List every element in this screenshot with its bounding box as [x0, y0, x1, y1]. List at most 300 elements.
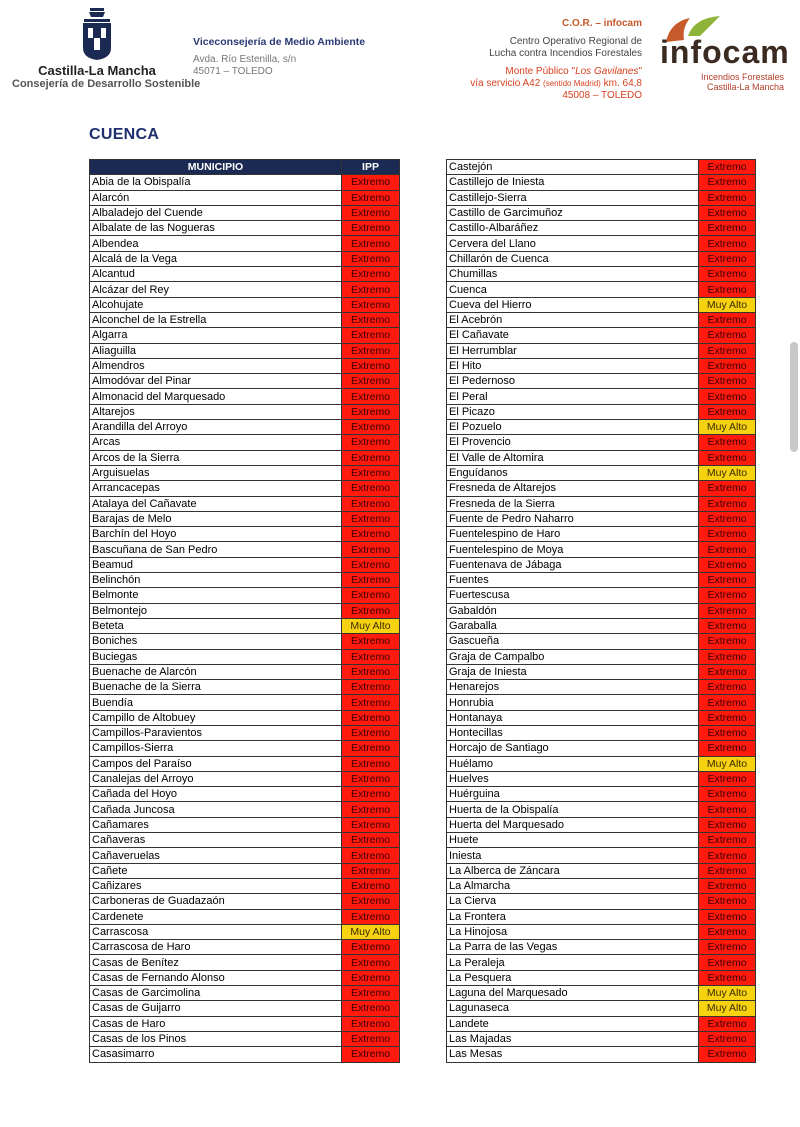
infocam-sub-1: Incendios Forestales — [700, 72, 784, 82]
ipp-level: Extremo — [699, 343, 756, 358]
municipality-name: El Hito — [447, 358, 699, 373]
municipality-name: Hontecillas — [447, 725, 699, 740]
table-row — [447, 374, 756, 389]
table-header-row — [90, 160, 400, 175]
municipality-name: Hontanaya — [447, 710, 699, 725]
table-row — [447, 741, 756, 756]
municipality-name: Abia de la Obispalía — [90, 175, 342, 190]
table-row — [447, 940, 756, 955]
municipality-name: Alconchel de la Estrella — [90, 312, 342, 327]
table-row — [90, 680, 400, 695]
ipp-level: Extremo — [342, 878, 400, 893]
table-row — [90, 955, 400, 970]
ipp-level: Extremo — [342, 848, 400, 863]
municipality-name: Gabaldón — [447, 603, 699, 618]
ipp-level: Extremo — [699, 787, 756, 802]
ipp-level: Extremo — [342, 267, 400, 282]
municipality-name: Chumillas — [447, 267, 699, 282]
ipp-level: Extremo — [342, 557, 400, 572]
cor-mp-name: Los Gavilanes — [575, 66, 639, 77]
municipality-name: Cañada Juncosa — [90, 802, 342, 817]
ipp-level: Extremo — [699, 450, 756, 465]
table-row — [447, 756, 756, 771]
ipp-level: Extremo — [699, 848, 756, 863]
municipality-name: Carrascosa — [90, 924, 342, 939]
ipp-level: Muy Alto — [699, 297, 756, 312]
municipality-name: Horcajo de Santiago — [447, 741, 699, 756]
municipality-name: Barajas de Melo — [90, 511, 342, 526]
ipp-level: Extremo — [699, 863, 756, 878]
header-municipio: MUNICIPIO — [90, 160, 342, 175]
table-row — [90, 940, 400, 955]
ipp-level: Extremo — [342, 603, 400, 618]
ipp-level: Extremo — [342, 817, 400, 832]
ipp-level: Extremo — [342, 1031, 400, 1046]
table-row — [447, 1031, 756, 1046]
vertical-scrollbar[interactable] — [790, 342, 798, 452]
table-row — [90, 909, 400, 924]
table-row — [447, 267, 756, 282]
ipp-level: Extremo — [699, 374, 756, 389]
table-row — [447, 236, 756, 251]
municipality-name: La Hinojosa — [447, 924, 699, 939]
ipp-level: Extremo — [342, 527, 400, 542]
municipality-name: Algarra — [90, 328, 342, 343]
ipp-level: Extremo — [699, 588, 756, 603]
table-row — [447, 358, 756, 373]
ipp-level: Extremo — [699, 603, 756, 618]
municipality-name: Fuentelespino de Haro — [447, 527, 699, 542]
municipality-name: Alcázar del Rey — [90, 282, 342, 297]
cor-mp-suffix: " — [638, 66, 642, 77]
municipality-name: Aliaguilla — [90, 343, 342, 358]
ipp-level: Extremo — [342, 695, 400, 710]
ipp-level: Extremo — [699, 328, 756, 343]
ipp-level: Muy Alto — [699, 420, 756, 435]
table-row — [447, 1016, 756, 1031]
municipality-name: Albalate de las Nogueras — [90, 221, 342, 236]
ipp-level: Extremo — [699, 802, 756, 817]
ipp-level: Extremo — [342, 955, 400, 970]
municipality-name: Castejón — [447, 160, 699, 175]
municipality-name: Landete — [447, 1016, 699, 1031]
ipp-level: Extremo — [699, 267, 756, 282]
municipality-name: Cervera del Llano — [447, 236, 699, 251]
ipp-level: Extremo — [342, 588, 400, 603]
ipp-level: Extremo — [342, 909, 400, 924]
municipality-name: La Peraleja — [447, 955, 699, 970]
ipp-level: Extremo — [342, 970, 400, 985]
ipp-level: Extremo — [342, 297, 400, 312]
table-row — [447, 435, 756, 450]
municipality-name: Fuertescusa — [447, 588, 699, 603]
municipality-name: Beteta — [90, 618, 342, 633]
municipality-name: Castillo de Garcimuñoz — [447, 205, 699, 220]
municipality-name: Lagunaseca — [447, 1001, 699, 1016]
ipp-level: Extremo — [699, 725, 756, 740]
infocam-sub-2: Castilla-La Mancha — [706, 82, 784, 92]
table-row — [447, 481, 756, 496]
ipp-level: Extremo — [699, 1016, 756, 1031]
municipality-name: Casas de los Pinos — [90, 1031, 342, 1046]
ipp-level: Extremo — [699, 358, 756, 373]
cor-line-1: Centro Operativo Regional de — [509, 36, 642, 47]
municipality-name: Cañaveras — [90, 833, 342, 848]
header-ipp: IPP — [342, 160, 400, 175]
ipp-level: Extremo — [699, 1031, 756, 1046]
ipp-level: Extremo — [342, 511, 400, 526]
ipp-level: Extremo — [342, 863, 400, 878]
municipality-name: Cardenete — [90, 909, 342, 924]
municipality-name: Arandilla del Arroyo — [90, 420, 342, 435]
municipality-name: Laguna del Marquesado — [447, 986, 699, 1001]
municipality-name: Castillejo-Sierra — [447, 190, 699, 205]
cor-postal: 45008 – TOLEDO — [562, 90, 642, 101]
ipp-level: Extremo — [342, 404, 400, 419]
municipality-name: Honrubia — [447, 695, 699, 710]
ipp-level: Extremo — [342, 465, 400, 480]
ipp-level: Extremo — [699, 955, 756, 970]
table-row — [447, 955, 756, 970]
table-row — [447, 328, 756, 343]
municipality-name: Las Mesas — [447, 1047, 699, 1062]
municipality-name: Arrancacepas — [90, 481, 342, 496]
table-row — [90, 802, 400, 817]
municipality-name: Buendía — [90, 695, 342, 710]
ipp-level: Extremo — [699, 481, 756, 496]
table-row — [447, 1001, 756, 1016]
table-row — [447, 297, 756, 312]
municipality-name: Garaballa — [447, 618, 699, 633]
table-row — [90, 573, 400, 588]
ipp-level: Extremo — [342, 802, 400, 817]
municipality-name: Huérguina — [447, 787, 699, 802]
ipp-level: Extremo — [699, 282, 756, 297]
municipality-name: Almendros — [90, 358, 342, 373]
ipp-level: Extremo — [699, 894, 756, 909]
municipality-name: Campillos-Paravientos — [90, 725, 342, 740]
municipality-name: Almodóvar del Pinar — [90, 374, 342, 389]
table-row — [90, 771, 400, 786]
municipality-name: Fuente de Pedro Naharro — [447, 511, 699, 526]
table-row — [447, 634, 756, 649]
table-row — [90, 496, 400, 511]
ipp-level: Extremo — [699, 404, 756, 419]
table-row — [447, 450, 756, 465]
table-row — [90, 511, 400, 526]
ipp-level: Extremo — [699, 710, 756, 725]
municipality-name: Belmontejo — [90, 603, 342, 618]
ipp-level: Muy Alto — [699, 756, 756, 771]
municipality-name: Bascuñana de San Pedro — [90, 542, 342, 557]
table-row — [90, 282, 400, 297]
ipp-level: Extremo — [699, 511, 756, 526]
municipality-name: Fresneda de la Sierra — [447, 496, 699, 511]
ipp-level: Extremo — [342, 771, 400, 786]
table-row — [90, 741, 400, 756]
municipality-name: Cañaveruelas — [90, 848, 342, 863]
municipality-name: Gascueña — [447, 634, 699, 649]
table-row — [447, 1047, 756, 1062]
ipp-level: Extremo — [342, 634, 400, 649]
municipality-name: El Cañavate — [447, 328, 699, 343]
table-row — [447, 603, 756, 618]
table-row — [90, 267, 400, 282]
ipp-level: Extremo — [342, 450, 400, 465]
municipality-name: Casas de Benítez — [90, 955, 342, 970]
table-row — [447, 787, 756, 802]
page-header — [0, 0, 800, 110]
vice-address-2: 45071 – TOLEDO — [193, 66, 273, 77]
ipp-level: Extremo — [342, 894, 400, 909]
municipality-name: El Acebrón — [447, 312, 699, 327]
table-row — [447, 389, 756, 404]
ipp-level: Extremo — [699, 221, 756, 236]
table-row — [447, 221, 756, 236]
ipp-level: Extremo — [342, 725, 400, 740]
municipality-name: El Picazo — [447, 404, 699, 419]
cor-road — [422, 78, 642, 90]
table-row — [447, 465, 756, 480]
table-row — [90, 481, 400, 496]
ipp-level: Extremo — [699, 236, 756, 251]
ipp-level: Extremo — [699, 496, 756, 511]
municipality-name: Carboneras de Guadazaón — [90, 894, 342, 909]
table-row — [447, 833, 756, 848]
infocam-wordmark: infocam — [660, 34, 790, 70]
table-row — [90, 863, 400, 878]
table-row — [90, 389, 400, 404]
table-row — [90, 603, 400, 618]
municipality-name: Arcos de la Sierra — [90, 450, 342, 465]
table-row — [90, 312, 400, 327]
municipality-name: Casas de Haro — [90, 1016, 342, 1031]
table-row — [90, 833, 400, 848]
ipp-level: Extremo — [342, 649, 400, 664]
table-row — [90, 205, 400, 220]
municipality-name: Casas de Fernando Alonso — [90, 970, 342, 985]
ipp-level: Extremo — [699, 695, 756, 710]
table-row — [447, 160, 756, 175]
ipp-level: Extremo — [699, 160, 756, 175]
table-row — [447, 496, 756, 511]
municipality-name: Las Majadas — [447, 1031, 699, 1046]
ipp-level: Extremo — [699, 634, 756, 649]
ipp-level: Extremo — [342, 374, 400, 389]
table-row — [90, 756, 400, 771]
table-row — [90, 557, 400, 572]
table-row — [447, 848, 756, 863]
table-row — [90, 787, 400, 802]
municipality-name: Barchín del Hoyo — [90, 527, 342, 542]
table-row — [90, 1047, 400, 1062]
table-row — [447, 404, 756, 419]
ipp-level: Extremo — [342, 710, 400, 725]
municipality-name: Castillejo de Iniesta — [447, 175, 699, 190]
ipp-level: Extremo — [699, 940, 756, 955]
table-row — [447, 573, 756, 588]
table-row — [447, 343, 756, 358]
ipp-level: Extremo — [342, 481, 400, 496]
ipp-level: Extremo — [342, 312, 400, 327]
municipality-name: Castillo-Albaráñez — [447, 221, 699, 236]
ipp-level: Extremo — [342, 1047, 400, 1062]
municipality-name: La Pesquera — [447, 970, 699, 985]
table-row — [90, 404, 400, 419]
table-row — [90, 848, 400, 863]
ipp-level: Extremo — [342, 282, 400, 297]
cor-block — [422, 17, 642, 102]
ipp-level: Muy Alto — [342, 924, 400, 939]
table-row — [447, 878, 756, 893]
table-row — [90, 588, 400, 603]
municipality-name: Casas de Guijarro — [90, 1001, 342, 1016]
cor-title: C.O.R. – infocam — [561, 18, 642, 29]
table-row — [90, 435, 400, 450]
ipp-level: Extremo — [342, 986, 400, 1001]
ipp-level: Extremo — [699, 190, 756, 205]
municipality-name: Enguídanos — [447, 465, 699, 480]
ipp-level: Muy Alto — [699, 1001, 756, 1016]
table-row — [90, 450, 400, 465]
municipality-name: Cueva del Hierro — [447, 297, 699, 312]
ipp-level: Extremo — [699, 557, 756, 572]
table-row — [90, 878, 400, 893]
ipp-level: Extremo — [699, 389, 756, 404]
ipp-level: Extremo — [699, 680, 756, 695]
table-row — [90, 618, 400, 633]
table-row — [90, 465, 400, 480]
vice-title: Viceconsejería de Medio Ambiente — [193, 36, 366, 48]
table-row — [447, 924, 756, 939]
table-row — [447, 420, 756, 435]
coat-of-arms-icon — [80, 8, 114, 60]
table-row — [90, 343, 400, 358]
municipality-name: Albaladejo del Cuende — [90, 205, 342, 220]
municipality-table-right — [446, 159, 756, 1063]
municipality-name: Carrascosa de Haro — [90, 940, 342, 955]
municipality-name: Huete — [447, 833, 699, 848]
table-row — [90, 1016, 400, 1031]
table-row — [447, 205, 756, 220]
table-row — [90, 175, 400, 190]
ipp-level: Extremo — [342, 205, 400, 220]
table-row — [90, 190, 400, 205]
ipp-level: Muy Alto — [699, 465, 756, 480]
ipp-level: Extremo — [342, 787, 400, 802]
table-row — [90, 251, 400, 266]
table-row — [447, 680, 756, 695]
municipality-name: Belmonte — [90, 588, 342, 603]
table-row — [90, 664, 400, 679]
municipality-name: Huélamo — [447, 756, 699, 771]
viceconsejeria-block — [193, 36, 393, 78]
table-row — [90, 695, 400, 710]
ipp-level: Extremo — [342, 664, 400, 679]
ipp-level: Extremo — [699, 618, 756, 633]
municipality-name: Cañizares — [90, 878, 342, 893]
ipp-level: Extremo — [342, 175, 400, 190]
ipp-level: Extremo — [699, 573, 756, 588]
ipp-level: Extremo — [342, 358, 400, 373]
ipp-level: Extremo — [699, 878, 756, 893]
table-row — [447, 542, 756, 557]
municipality-name: La Cierva — [447, 894, 699, 909]
table-row — [90, 924, 400, 939]
municipality-name: La Almarcha — [447, 878, 699, 893]
ipp-level: Extremo — [699, 542, 756, 557]
municipality-name: La Alberca de Záncara — [447, 863, 699, 878]
municipality-name: Cañamares — [90, 817, 342, 832]
table-row — [90, 986, 400, 1001]
municipality-name: Huelves — [447, 771, 699, 786]
municipality-name: Arcas — [90, 435, 342, 450]
municipality-name: Casasimarro — [90, 1047, 342, 1062]
table-row — [447, 771, 756, 786]
municipality-name: Arguisuelas — [90, 465, 342, 480]
ipp-level: Extremo — [699, 312, 756, 327]
table-row — [90, 236, 400, 251]
table-row — [447, 511, 756, 526]
ipp-level: Extremo — [699, 205, 756, 220]
municipality-name: Altarejos — [90, 404, 342, 419]
municipality-name: El Provencio — [447, 435, 699, 450]
ipp-level: Extremo — [699, 924, 756, 939]
municipality-name: El Pozuelo — [447, 420, 699, 435]
municipality-name: Belinchón — [90, 573, 342, 588]
ipp-level: Extremo — [342, 343, 400, 358]
municipality-name: Canalejas del Arroyo — [90, 771, 342, 786]
municipality-name: El Peral — [447, 389, 699, 404]
ipp-level: Extremo — [342, 251, 400, 266]
municipality-name: Buciegas — [90, 649, 342, 664]
municipality-name: Beamud — [90, 557, 342, 572]
province-title: CUENCA — [89, 126, 160, 143]
municipality-name: Buenache de Alarcón — [90, 664, 342, 679]
table-row — [447, 175, 756, 190]
table-row — [447, 557, 756, 572]
table-row — [90, 328, 400, 343]
table-row — [447, 312, 756, 327]
municipality-name: La Parra de las Vegas — [447, 940, 699, 955]
municipality-name: El Valle de Altomira — [447, 450, 699, 465]
municipality-name: Chillarón de Cuenca — [447, 251, 699, 266]
municipality-name: La Frontera — [447, 909, 699, 924]
ipp-level: Extremo — [342, 833, 400, 848]
municipality-name: Huerta de la Obispalía — [447, 802, 699, 817]
municipality-name: Cañete — [90, 863, 342, 878]
table-row — [447, 863, 756, 878]
ipp-level: Extremo — [699, 527, 756, 542]
cor-road-1: vía servicio A42 — [470, 78, 544, 89]
ipp-level: Extremo — [342, 328, 400, 343]
table-row — [90, 725, 400, 740]
table-row — [447, 282, 756, 297]
table-row — [90, 894, 400, 909]
table-row — [447, 588, 756, 603]
municipality-name: Alcalá de la Vega — [90, 251, 342, 266]
table-row — [447, 618, 756, 633]
municipality-name: Alcantud — [90, 267, 342, 282]
municipality-name: Casas de Garcimolina — [90, 986, 342, 1001]
ipp-level: Extremo — [342, 940, 400, 955]
table-row — [447, 725, 756, 740]
ipp-level: Extremo — [699, 175, 756, 190]
infocam-subtitle — [701, 72, 784, 92]
municipality-name: Huerta del Marquesado — [447, 817, 699, 832]
municipality-name: Graja de Campalbo — [447, 649, 699, 664]
table-row — [90, 710, 400, 725]
